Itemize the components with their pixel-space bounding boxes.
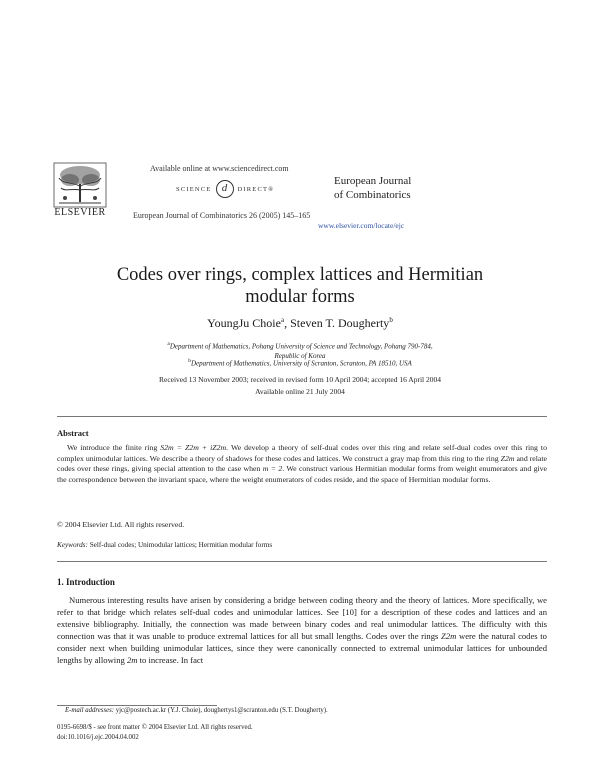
email-label: E-mail addresses: [65, 707, 115, 714]
sciencedirect-d-icon: d [216, 180, 234, 198]
keywords-list: Self-dual codes; Unimodular lattices; Hermitian modular forms [89, 541, 273, 549]
abstract-bottom-rule [57, 561, 547, 562]
author-separator: , [284, 316, 291, 330]
author-2-affiliation-mark: b [389, 316, 393, 324]
intro-ring-z-math: Z2m [441, 630, 457, 641]
sciencedirect-brand [176, 180, 274, 198]
journal-name-line2: of Combinatorics [334, 189, 411, 201]
abstract-part-4: . We construct various Hermitian modular forms from weight enumerators and give the correspondence between the invariant space, where the weight enumerators of codes reside, and the space of Hermitian modular forms. [57, 464, 547, 485]
email-addresses[interactable]: yjc@postech.ac.kr (Y.J. Choie), doughertys1@scranton.edu (S.T. Dougherty). [115, 707, 328, 714]
online-date: Available online 21 July 2004 [255, 387, 345, 396]
journal-name [334, 174, 411, 202]
affiliation-a-line2: Republic of Korea [274, 351, 326, 360]
brand-right: DIRECT® [237, 185, 275, 193]
author-1-affiliation-mark: a [280, 316, 285, 324]
abstract-part-1: We introduce the finite ring [67, 443, 161, 452]
abstract-part-2: . We develop a theory of self-dual codes over this ring and relate self-dual codes over this ring to complex unimodular lattices. We describe a theory of shadows for these codes and lattices. We construct a gray map from this ring to the ring [57, 443, 547, 463]
title-line-2: modular forms [245, 287, 355, 307]
intro-part-2: were the natural codes to consider next when building unimodular lattices, since they were canonically connected to extremal unimodular lattices for unbounded lengths by allowing [57, 630, 547, 665]
abstract-top-rule [57, 416, 547, 417]
ring-definition-math: S2m = Z2m + iZ2m [160, 443, 227, 452]
journal-name-line1: European Journal [334, 175, 412, 187]
abstract-text [57, 443, 547, 486]
copyright-notice: © 2004 Elsevier Ltd. All rights reserved. [57, 520, 185, 529]
keywords [57, 541, 272, 549]
affiliation-a-line1: Department of Mathematics, Pohang University of Science and Technology, Pohang 790-784, [169, 342, 433, 351]
case-m-math: m = 2 [262, 464, 283, 474]
affiliation-b-mark: b [188, 358, 191, 364]
footnote-rule [57, 705, 217, 706]
brand-left: SCIENCE [176, 185, 212, 193]
introduction-text [57, 595, 547, 666]
journal-url-link[interactable]: www.elsevier.com/locate/ejc [318, 221, 405, 230]
journal-reference: European Journal of Combinatorics 26 (2005) 145–165 [133, 211, 311, 220]
intro-part-1: Numerous interesting results have arisen by considering a bridge between coding theory and the theory of lattices. More specifically, we refer to that bridge which relates self-dual codes and unimodular lattices. See [10] for a description of these codes and lattices and an extensive bibliography. Initially, the connection was made between binary codes and real unimodular lattices. The difficulty with this connection was that it was unable to produce extremal lattices for all but small lengths. Codes over the rings [57, 595, 547, 641]
author-2[interactable]: Steven T. Dougherty [290, 316, 390, 330]
history-dates: Received 13 November 2003; received in revised form 10 April 2004; accepted 16 April 2004 [158, 375, 441, 384]
doi-line[interactable]: doi:10.1016/j.ejc.2004.04.002 [57, 734, 139, 741]
affiliation-b [60, 357, 540, 369]
available-online-banner[interactable]: Available online at www.sciencedirect.com [150, 164, 289, 173]
author-list [40, 316, 560, 331]
affiliation-b-text: Department of Mathematics, University of Scranton, Scranton, PA 18510, USA [190, 359, 412, 368]
abstract-part-3: and relate codes over these rings, giving special attention to the case when [57, 453, 548, 474]
affiliation-a-mark: a [167, 341, 170, 347]
paper-title [40, 264, 560, 308]
title-line-1: Codes over rings, complex lattices and Hermitian [116, 265, 484, 285]
publisher-logo-text: ELSEVIER [54, 207, 106, 218]
author-emails [65, 707, 328, 714]
issn-line: 0195-6698/$ - see front matter © 2004 Elsevier Ltd. All rights reserved. [57, 724, 253, 731]
ring-z-math: Z2m [500, 453, 515, 463]
intro-part-3: to increase. In fact [137, 654, 204, 665]
section-heading-introduction: 1. Introduction [57, 577, 115, 587]
keywords-label: Keywords: [57, 541, 88, 549]
intro-2m-math: 2m [126, 654, 138, 665]
author-1[interactable]: YoungJu Choie [207, 316, 281, 330]
abstract-heading: Abstract [57, 428, 89, 438]
